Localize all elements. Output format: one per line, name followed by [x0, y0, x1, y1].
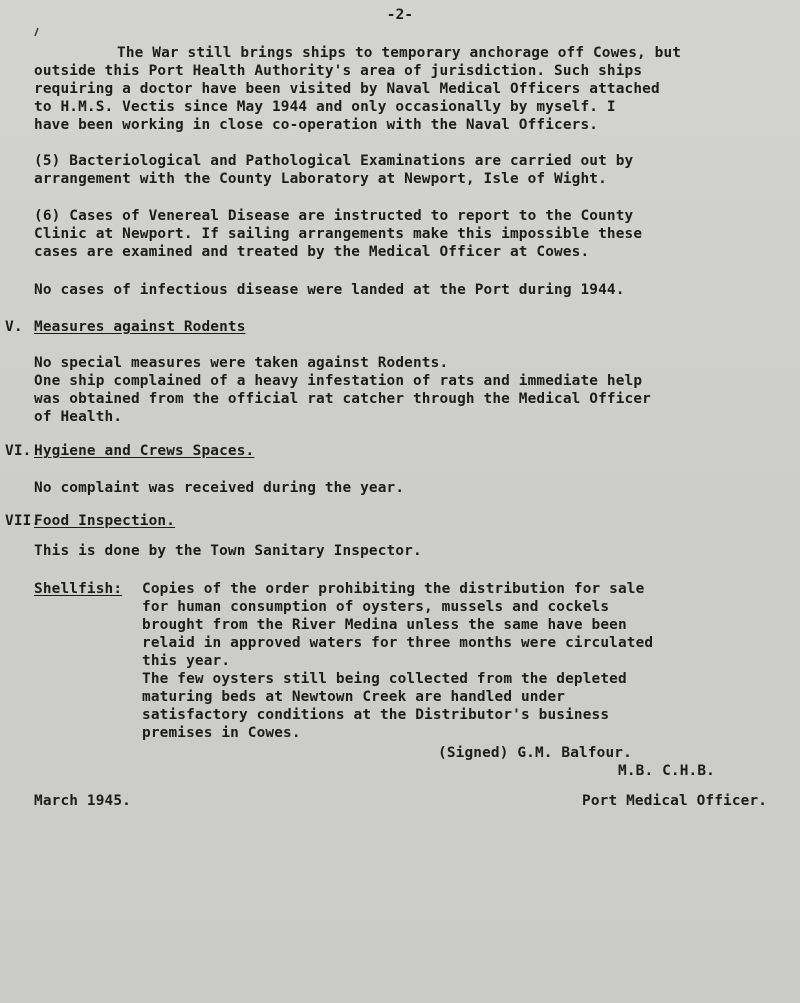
paragraph-line: of Health.: [34, 409, 123, 425]
signature-title: Port Medical Officer.: [582, 793, 768, 809]
paragraph-line: No complaint was received during the year.: [34, 480, 405, 496]
paragraph-line: relaid in approved waters for three months were circulated: [142, 635, 654, 651]
paragraph-line: outside this Port Health Authority's area of jurisdiction. Such ships: [34, 63, 643, 79]
paragraph-line: this year.: [142, 653, 231, 669]
page-number: -2-: [386, 7, 414, 23]
paragraph-line: for human consumption of oysters, mussels and cockels: [142, 599, 610, 615]
report-date: March 1945.: [34, 793, 131, 809]
paragraph-line: premises in Cowes.: [142, 725, 301, 741]
paragraph-line: No cases of infectious disease were landed at the Port during 1944.: [34, 282, 625, 298]
paragraph-line: requiring a doctor have been visited by Naval Medical Officers attached: [34, 81, 660, 97]
paragraph-line: Copies of the order prohibiting the distribution for sale: [142, 581, 645, 597]
section-numeral: V.: [5, 319, 23, 335]
paragraph-line: satisfactory conditions at the Distributor's business: [142, 707, 610, 723]
signature-line: (Signed) G.M. Balfour.: [438, 745, 632, 761]
signature-qualifications: M.B. C.H.B.: [618, 763, 715, 779]
paragraph-line: arrangement with the County Laboratory at Newport, Isle of Wight.: [34, 171, 607, 187]
paragraph-line: The War still brings ships to temporary anchorage off Cowes, but: [117, 45, 682, 61]
shellfish-label: Shellfish:: [34, 581, 123, 597]
paragraph-line: (5) Bacteriological and Pathological Examinations are carried out by: [34, 153, 634, 169]
paragraph-line: have been working in close co-operation with the Naval Officers.: [34, 117, 599, 133]
section-heading: Food Inspection.: [34, 513, 176, 529]
paragraph-line: Clinic at Newport. If sailing arrangements make this impossible these: [34, 226, 643, 242]
paragraph-line: (6) Cases of Venereal Disease are instructed to report to the County: [34, 208, 634, 224]
section-heading: Measures against Rodents: [34, 319, 246, 335]
paragraph-line: to H.M.S. Vectis since May 1944 and only occasionally by myself. I: [34, 99, 616, 115]
section-numeral: VI.: [5, 443, 32, 459]
section-heading: Hygiene and Crews Spaces.: [34, 443, 255, 459]
paragraph-line: cases are examined and treated by the Medical Officer at Cowes.: [34, 244, 590, 260]
section-numeral: VII.: [5, 513, 41, 529]
paragraph-line: brought from the River Medina unless the same have been: [142, 617, 627, 633]
paragraph-line: No special measures were taken against Rodents.: [34, 355, 449, 371]
paragraph-line: maturing beds at Newtown Creek are handled under: [142, 689, 566, 705]
paragraph-line: The few oysters still being collected from the depleted: [142, 671, 627, 687]
paragraph-line: was obtained from the official rat catcher through the Medical Officer: [34, 391, 651, 407]
paragraph-line: One ship complained of a heavy infestation of rats and immediate help: [34, 373, 643, 389]
paragraph-line: This is done by the Town Sanitary Inspector.: [34, 543, 422, 559]
